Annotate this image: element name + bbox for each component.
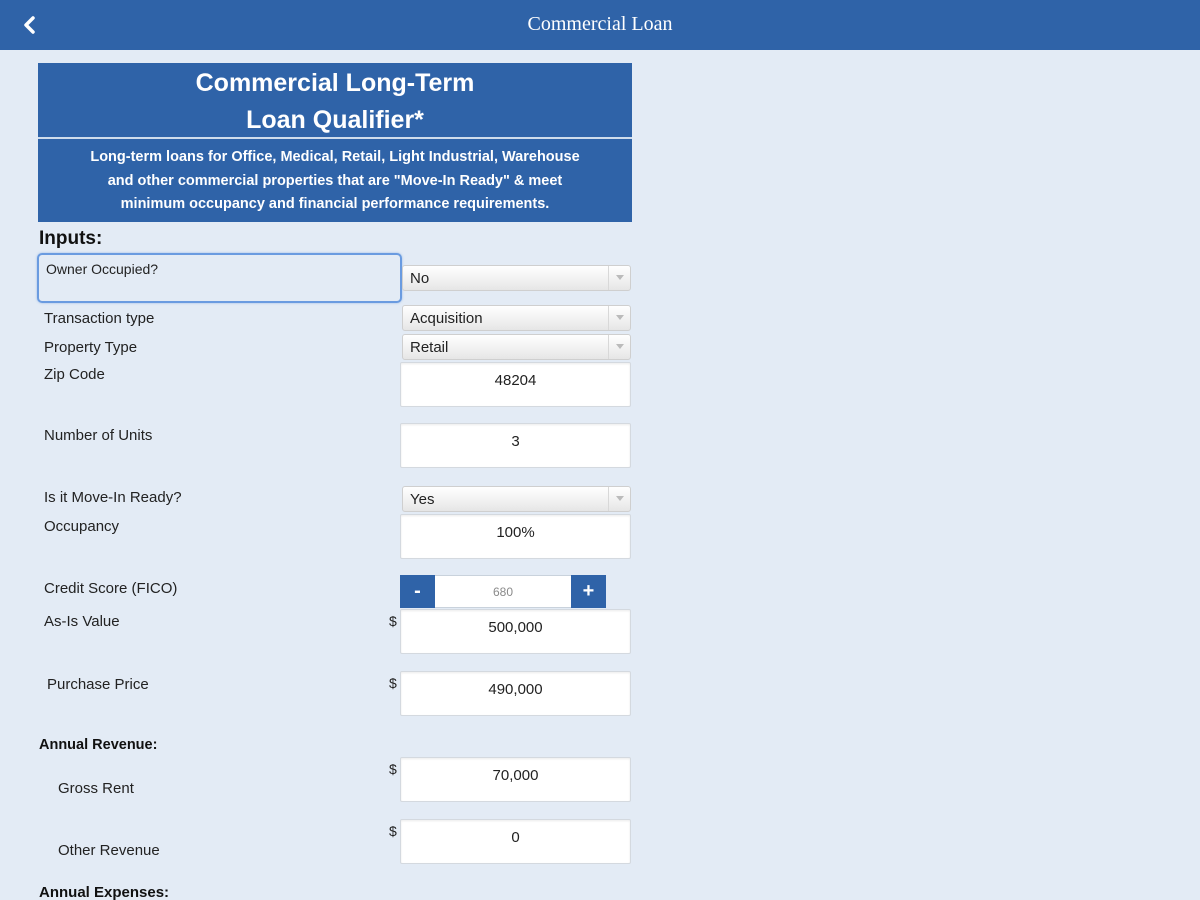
- property-type-label: Property Type: [44, 339, 138, 356]
- move-in-ready-select[interactable]: [402, 486, 631, 512]
- as-is-value-input[interactable]: 500,000: [400, 609, 631, 654]
- qualifier-description: [38, 139, 632, 222]
- credit-score-stepper: [400, 575, 606, 608]
- occupancy-input[interactable]: 100%: [400, 514, 631, 559]
- zip-code-input[interactable]: 48204: [400, 362, 631, 407]
- gross-rent-input[interactable]: 70,000: [400, 757, 631, 802]
- gross-rent-label: Gross Rent: [58, 780, 134, 797]
- qualifier-description-line2: and other commercial properties that are "Move-In Ready" & meet: [107, 172, 563, 189]
- dropdown-arrow-icon: [608, 306, 630, 330]
- number-of-units-input[interactable]: 3: [400, 423, 631, 468]
- property-type-select[interactable]: [402, 334, 631, 360]
- credit-score-decrement-button[interactable]: -: [400, 575, 435, 608]
- qualifier-header: [38, 63, 632, 222]
- inputs-heading: Inputs:: [39, 228, 103, 249]
- owner-occupied-value: No: [410, 270, 430, 287]
- move-in-ready-label: Is it Move-In Ready?: [44, 489, 182, 506]
- credit-score-input[interactable]: 680: [435, 575, 571, 608]
- dropdown-arrow-icon: [608, 266, 630, 290]
- purchase-price-currency: $: [389, 675, 397, 691]
- zip-code-label: Zip Code: [44, 366, 105, 383]
- owner-occupied-select[interactable]: [402, 265, 631, 291]
- app-title: Commercial Loan: [527, 13, 673, 35]
- qualifier-title: [38, 63, 632, 139]
- owner-occupied-label: Owner Occupied?: [46, 261, 159, 277]
- dropdown-arrow-icon: [608, 487, 630, 511]
- dropdown-arrow-icon: [608, 335, 630, 359]
- credit-score-increment-button[interactable]: +: [571, 575, 606, 608]
- qualifier-description-line3: minimum occupancy and financial performance requirements.: [120, 196, 550, 212]
- property-type-value: Retail: [410, 339, 449, 356]
- transaction-type-select[interactable]: [402, 305, 631, 331]
- transaction-type-label: Transaction type: [44, 310, 155, 327]
- move-in-ready-value: Yes: [410, 491, 435, 508]
- as-is-value-label: As-Is Value: [44, 613, 120, 630]
- purchase-price-label: Purchase Price: [47, 676, 149, 693]
- purchase-price-input[interactable]: 490,000: [400, 671, 631, 716]
- other-revenue-input[interactable]: 0: [400, 819, 631, 864]
- annual-expenses-heading: Annual Expenses:: [39, 884, 170, 900]
- annual-revenue-heading: Annual Revenue:: [39, 737, 158, 753]
- as-is-value-currency: $: [389, 613, 397, 629]
- transaction-type-value: Acquisition: [410, 310, 483, 327]
- qualifier-title-line1: Commercial Long-Term: [195, 69, 475, 97]
- qualifier-description-line1: Long-term loans for Office, Medical, Retail, Light Industrial, Warehouse: [90, 149, 580, 165]
- occupancy-label: Occupancy: [44, 518, 120, 535]
- other-revenue-label: Other Revenue: [58, 842, 160, 859]
- gross-rent-currency: $: [389, 761, 397, 777]
- other-revenue-currency: $: [389, 823, 397, 839]
- number-of-units-label: Number of Units: [44, 427, 153, 444]
- top-nav-bar: [0, 0, 1200, 50]
- qualifier-title-line2: Loan Qualifier*: [246, 106, 424, 134]
- credit-score-label: Credit Score (FICO): [44, 580, 178, 597]
